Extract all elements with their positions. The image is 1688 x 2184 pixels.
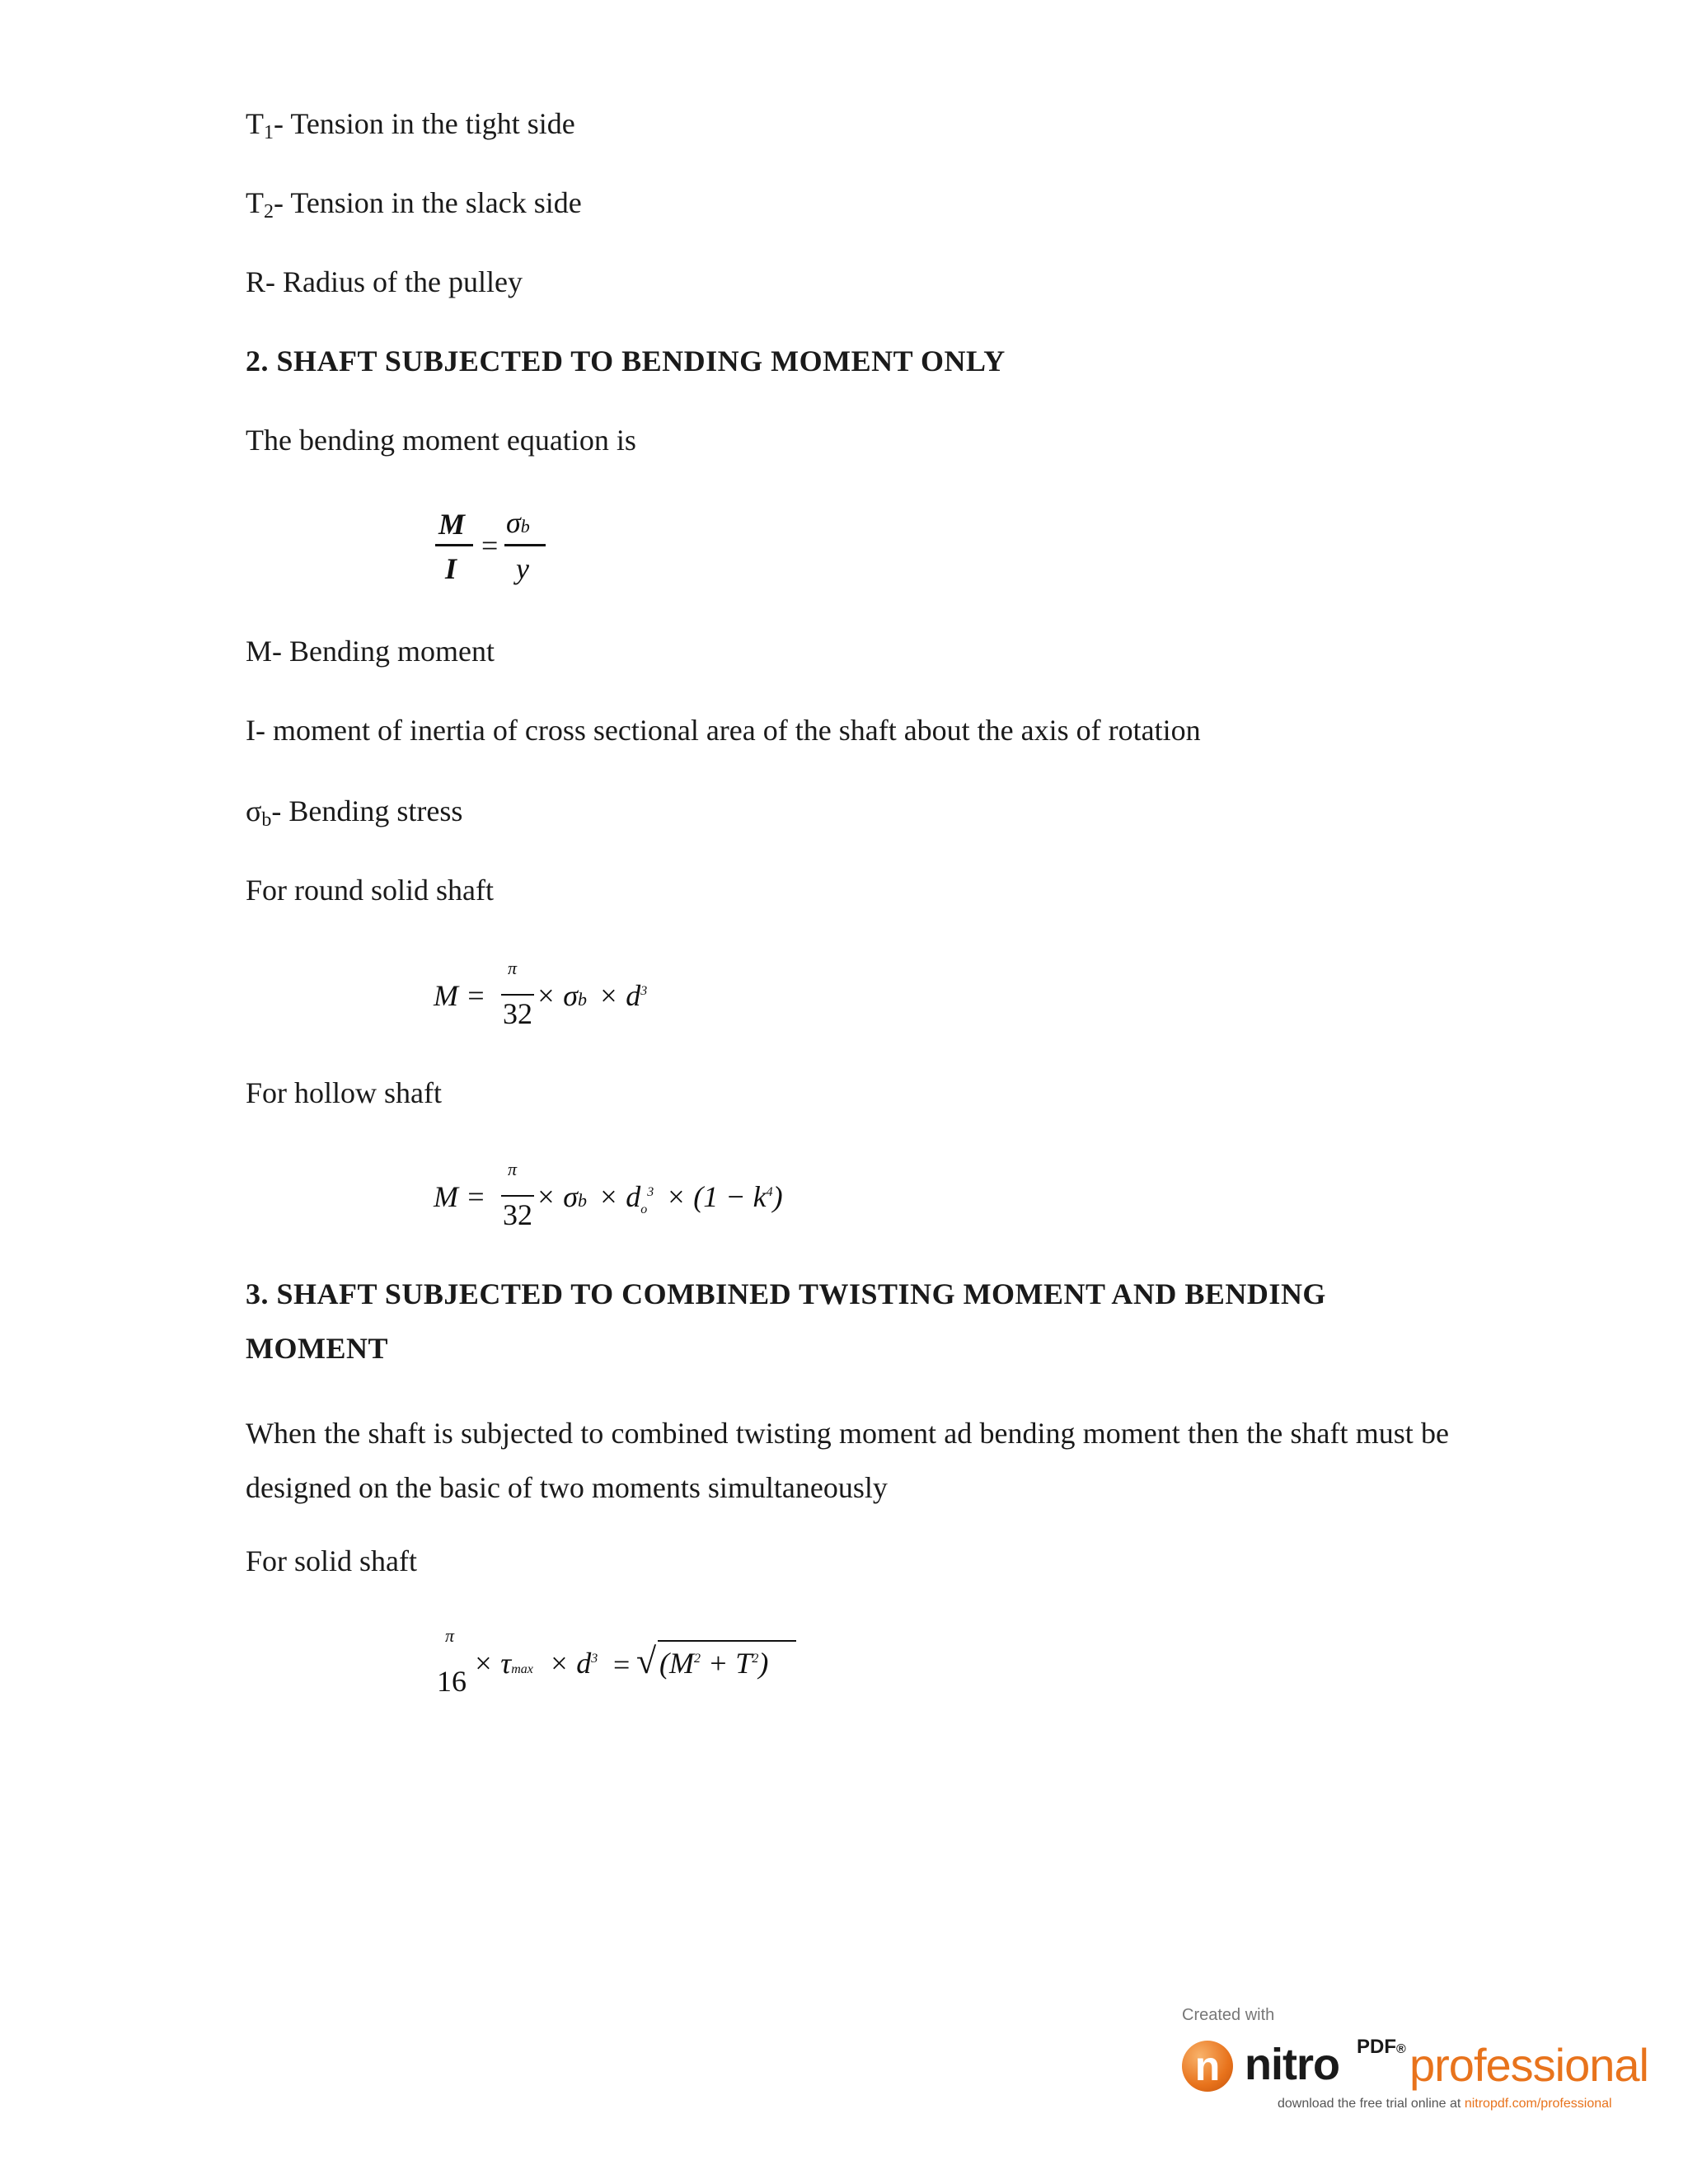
eq2-num: π: [508, 958, 518, 978]
eq3-bar: [501, 1195, 534, 1197]
equation-combined: [434, 1624, 829, 1706]
watermark-pdf: PDF®: [1357, 2036, 1406, 2058]
eq4-equals: =: [613, 1648, 631, 1681]
solid-shaft-label: For solid shaft: [246, 1544, 418, 1577]
eq2-rest: × σb: [536, 979, 588, 1012]
heading-section-3-line2: MOMENT: [246, 1332, 388, 1365]
eq3-factor: × $(1 - k^4)$: [666, 1180, 783, 1213]
eq1-num-left: M: [438, 508, 466, 541]
eq1-bar-right: [504, 544, 546, 546]
eq4-den: 16: [437, 1665, 467, 1698]
bending-intro: The bending moment equation is: [246, 424, 636, 457]
eq1-bar-left: [435, 544, 473, 546]
t2-symbol: T: [246, 186, 264, 219]
sigma-text: - Bending stress: [271, 794, 463, 827]
t1-subscript: 1: [264, 122, 274, 143]
watermark-download: download the free trial online at nitropdf.com/professional: [1278, 2097, 1612, 2111]
heading-section-3-line1: 3. SHAFT SUBJECTED TO COMBINED TWISTING MOMENT AND BENDING: [246, 1277, 1326, 1310]
eq1-equals: =: [481, 529, 499, 562]
eq1-den-right: y: [516, 552, 529, 585]
eq3-den: 32: [503, 1198, 532, 1231]
equation-hollow-bending: [434, 1157, 813, 1240]
eq2-bar: [501, 994, 534, 996]
eq2-lhs: M =: [434, 979, 486, 1012]
eq4-mid: × τmax: [473, 1647, 533, 1680]
eq3-lhs: M =: [434, 1180, 486, 1213]
nitro-logo-icon: [1182, 2041, 1233, 2092]
nitro-logo-letter: n: [1194, 2043, 1221, 2089]
line-r: R- Radius of the pulley: [246, 265, 523, 298]
t1-text: - Tension in the tight side: [274, 107, 575, 140]
nitro-pdf-watermark: [1179, 2006, 1648, 2113]
eq1-num-right: σb: [506, 506, 530, 539]
eq2-den: 32: [503, 997, 532, 1030]
eq3-tail: × $d_o^3$: [598, 1180, 654, 1217]
line-t1: [246, 109, 575, 143]
watermark-brand: nitro: [1245, 2040, 1339, 2089]
eq4-inside: $(M^2 + T^2)$: [659, 1647, 769, 1680]
sigma-symbol: σ: [246, 794, 262, 827]
equation-solid-bending: [434, 956, 681, 1038]
eq3-num: π: [508, 1159, 518, 1179]
i-definition: I- moment of inertia of cross sectional area of the shaft about the axis of rotation: [246, 714, 1201, 747]
eq4-root: √: [636, 1641, 657, 1681]
round-solid-label: For round solid shaft: [246, 874, 494, 907]
eq3-rest: × σb: [536, 1180, 588, 1213]
sigma-subscript: b: [261, 809, 272, 831]
t1-symbol: T: [246, 107, 264, 140]
watermark-created-with: Created with: [1182, 2006, 1275, 2024]
eq2-tail: × $d^3$: [598, 979, 648, 1012]
eq4-num: π: [445, 1625, 455, 1646]
t2-subscript: 2: [264, 201, 274, 223]
combined-paragraph: When the shaft is subjected to combined twisting moment ad bending moment then the shaft must be designed on the basic of two moments simultaneously: [246, 1417, 1449, 1504]
line-sigma: [246, 796, 462, 830]
line-t2: [246, 188, 582, 222]
watermark-product: professional: [1409, 2039, 1648, 2091]
t2-text: - Tension in the slack side: [274, 186, 582, 219]
eq4-root-bar: [658, 1640, 796, 1642]
hollow-label: For hollow shaft: [246, 1076, 442, 1109]
eq4-tail: × $d^3$: [549, 1647, 598, 1680]
heading-section-2: 2. SHAFT SUBJECTED TO BENDING MOMENT ONLY: [246, 344, 1006, 377]
eq1-den-left: I: [445, 552, 457, 585]
equation-bending: [429, 503, 560, 593]
m-definition: M- Bending moment: [246, 635, 495, 668]
